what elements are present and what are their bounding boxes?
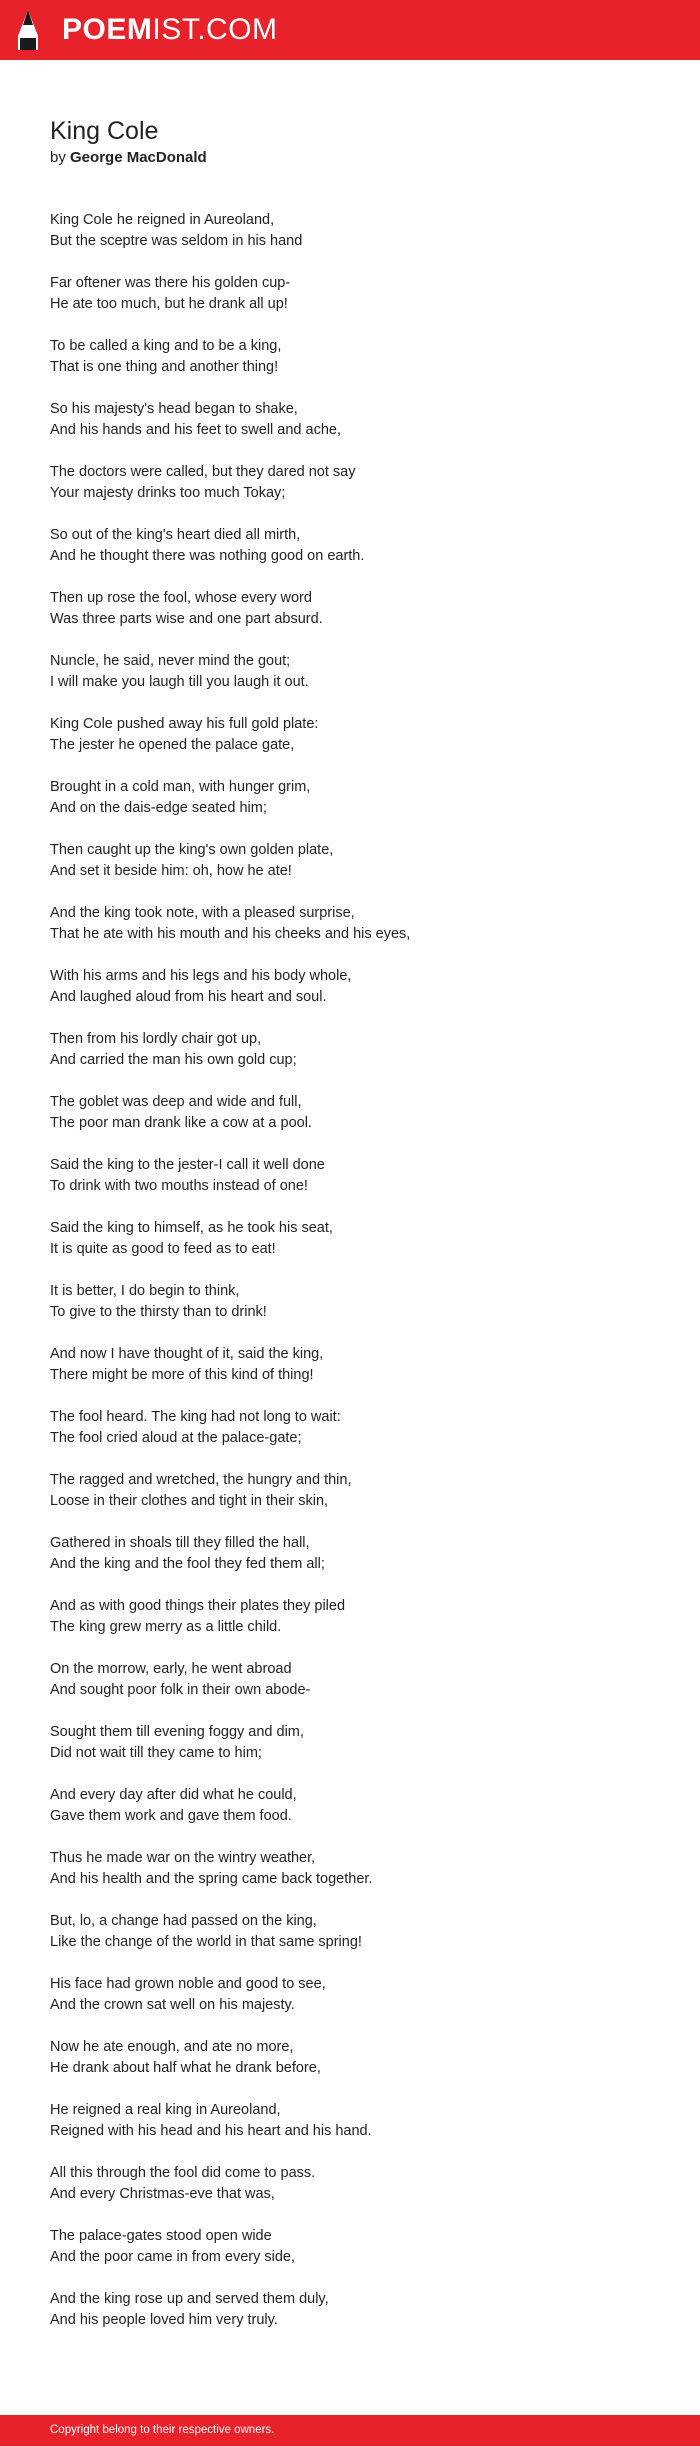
copyright-text: Copyright belong to their respective owners. <box>50 2424 275 2436</box>
poem-line: Nuncle, he said, never mind the gout; <box>50 653 291 669</box>
poem-line: And the king rose up and served them duly, <box>50 2291 329 2307</box>
poem-stanza <box>50 1407 650 1449</box>
poem-stanza <box>50 525 650 567</box>
logo-text-bold: POEM <box>62 13 153 46</box>
poem-line: And every Christmas-eve that was, <box>50 2186 275 2202</box>
poem-stanza <box>50 1785 650 1827</box>
poem-stanza <box>50 2100 650 2142</box>
poem-line: The palace-gates stood open wide <box>50 2228 272 2244</box>
poem-line: So out of the king's heart died all mirth, <box>50 527 301 543</box>
poem-stanza <box>50 1533 650 1575</box>
poem-line: To give to the thirsty than to drink! <box>50 1304 267 1320</box>
poem-stanza <box>50 1596 650 1638</box>
poem-stanza <box>50 2226 650 2268</box>
poem-line: And now I have thought of it, said the king, <box>50 1346 324 1362</box>
poem-line: King Cole he reigned in Aureoland, <box>50 212 275 228</box>
poem-line: Was three parts wise and one part absurd. <box>50 611 323 627</box>
poem-line: Brought in a cold man, with hunger grim, <box>50 779 311 795</box>
author-link[interactable]: George MacDonald <box>70 149 207 166</box>
pen-nib-icon[interactable] <box>16 9 40 51</box>
poem-line: And his hands and his feet to swell and ache, <box>50 422 341 438</box>
poem-line: Gave them work and gave them food. <box>50 1808 292 1824</box>
poem-line: It is quite as good to feed as to eat! <box>50 1241 276 1257</box>
poem-line: The king grew merry as a little child. <box>50 1619 282 1635</box>
poem-line: And set it beside him: oh, how he ate! <box>50 863 292 879</box>
poem-line: His face had grown noble and good to see, <box>50 1976 326 1992</box>
poem-stanza <box>50 651 650 693</box>
poem-line: To be called a king and to be a king, <box>50 338 282 354</box>
poem-stanza <box>50 210 650 252</box>
poem-line: With his arms and his legs and his body whole, <box>50 968 352 984</box>
poem-byline <box>50 148 650 168</box>
poem-line: But, lo, a change had passed on the king, <box>50 1913 317 1929</box>
poem-line: King Cole pushed away his full gold plate: <box>50 716 319 732</box>
poem-stanza <box>50 966 650 1008</box>
poem-content <box>50 116 650 2352</box>
poem-line: He reigned a real king in Aureoland, <box>50 2102 281 2118</box>
poem-stanza <box>50 336 650 378</box>
poem-title: King Cole <box>50 117 159 145</box>
poem-stanza <box>50 2163 650 2205</box>
poem-line: Then from his lordly chair got up, <box>50 1031 262 1047</box>
poem-line: That he ate with his mouth and his cheeks and his eyes, <box>50 926 411 942</box>
poem-line: The ragged and wretched, the hungry and thin, <box>50 1472 352 1488</box>
poem-stanza <box>50 2289 650 2331</box>
site-logo-link[interactable] <box>62 13 278 47</box>
by-label: by <box>50 149 66 166</box>
poem-line: He ate too much, but he drank all up! <box>50 296 288 312</box>
poem-line: It is better, I do begin to think, <box>50 1283 240 1299</box>
poem-line: And his health and the spring came back together. <box>50 1871 373 1887</box>
poem-stanza <box>50 399 650 441</box>
poem-stanza <box>50 903 650 945</box>
poem-stanza <box>50 1281 650 1323</box>
poem-line: To drink with two mouths instead of one! <box>50 1178 308 1194</box>
poem-stanza <box>50 1344 650 1386</box>
logo-text-light: IST.COM <box>152 13 278 46</box>
poem-line: And carried the man his own gold cup; <box>50 1052 297 1068</box>
site-footer <box>0 2415 700 2446</box>
poem-line: Did not wait till they came to him; <box>50 1745 262 1761</box>
poem-line: And his people loved him very truly. <box>50 2312 278 2328</box>
poem-stanza <box>50 2037 650 2079</box>
poem-line: Thus he made war on the wintry weather, <box>50 1850 316 1866</box>
poem-body <box>50 210 650 2331</box>
poem-stanza <box>50 714 650 756</box>
poem-line: The fool cried aloud at the palace-gate; <box>50 1430 302 1446</box>
poem-stanza <box>50 1092 650 1134</box>
poem-line: Far oftener was there his golden cup- <box>50 275 291 291</box>
poem-line: And as with good things their plates they piled <box>50 1598 346 1614</box>
poem-line: There might be more of this kind of thing! <box>50 1367 314 1383</box>
poem-line: The doctors were called, but they dared not say <box>50 464 356 480</box>
poem-line: Sought them till evening foggy and dim, <box>50 1724 304 1740</box>
poem-stanza <box>50 1722 650 1764</box>
poem-line: I will make you laugh till you laugh it out. <box>50 674 309 690</box>
poem-line: And sought poor folk in their own abode- <box>50 1682 311 1698</box>
poem-line: Like the change of the world in that same spring! <box>50 1934 362 1950</box>
poem-line: Reigned with his head and his heart and his hand. <box>50 2123 372 2139</box>
poem-stanza <box>50 840 650 882</box>
poem-stanza <box>50 1470 650 1512</box>
poem-stanza <box>50 1155 650 1197</box>
poem-line: Said the king to the jester-I call it well done <box>50 1157 325 1173</box>
poem-stanza <box>50 1029 650 1071</box>
poem-stanza <box>50 777 650 819</box>
poem-line: That is one thing and another thing! <box>50 359 279 375</box>
poem-line: Then caught up the king's own golden plate, <box>50 842 334 858</box>
poem-stanza <box>50 1848 650 1890</box>
poem-line: And on the dais-edge seated him; <box>50 800 267 816</box>
poem-line: Loose in their clothes and tight in their skin, <box>50 1493 329 1509</box>
site-header <box>0 0 700 60</box>
poem-line: And laughed aloud from his heart and soul. <box>50 989 327 1005</box>
poem-stanza <box>50 1911 650 1953</box>
poem-line: Then up rose the fool, whose every word <box>50 590 312 606</box>
poem-line: And the poor came in from every side, <box>50 2249 296 2265</box>
poem-line: All this through the fool did come to pass. <box>50 2165 316 2181</box>
poem-stanza <box>50 1218 650 1260</box>
poem-line: The poor man drank like a cow at a pool. <box>50 1115 312 1131</box>
poem-line: And he thought there was nothing good on earth. <box>50 548 365 564</box>
poem-line: On the morrow, early, he went abroad <box>50 1661 292 1677</box>
poem-line: But the sceptre was seldom in his hand <box>50 233 303 249</box>
poem-line: The goblet was deep and wide and full, <box>50 1094 302 1110</box>
poem-line: Now he ate enough, and ate no more, <box>50 2039 294 2055</box>
poem-line: And the king and the fool they fed them all; <box>50 1556 325 1572</box>
poem-stanza <box>50 1659 650 1701</box>
poem-line: The jester he opened the palace gate, <box>50 737 295 753</box>
poem-stanza <box>50 273 650 315</box>
poem-line: And every day after did what he could, <box>50 1787 297 1803</box>
poem-line: Your majesty drinks too much Tokay; <box>50 485 286 501</box>
poem-line: Gathered in shoals till they filled the hall, <box>50 1535 310 1551</box>
poem-line: He drank about half what he drank before, <box>50 2060 321 2076</box>
poem-line: And the crown sat well on his majesty. <box>50 1997 295 2013</box>
poem-line: And the king took note, with a pleased surprise, <box>50 905 355 921</box>
poem-line: So his majesty's head began to shake, <box>50 401 298 417</box>
poem-stanza <box>50 588 650 630</box>
poem-line: The fool heard. The king had not long to wait: <box>50 1409 341 1425</box>
poem-stanza <box>50 1974 650 2016</box>
poem-stanza <box>50 462 650 504</box>
poem-line: Said the king to himself, as he took his seat, <box>50 1220 333 1236</box>
